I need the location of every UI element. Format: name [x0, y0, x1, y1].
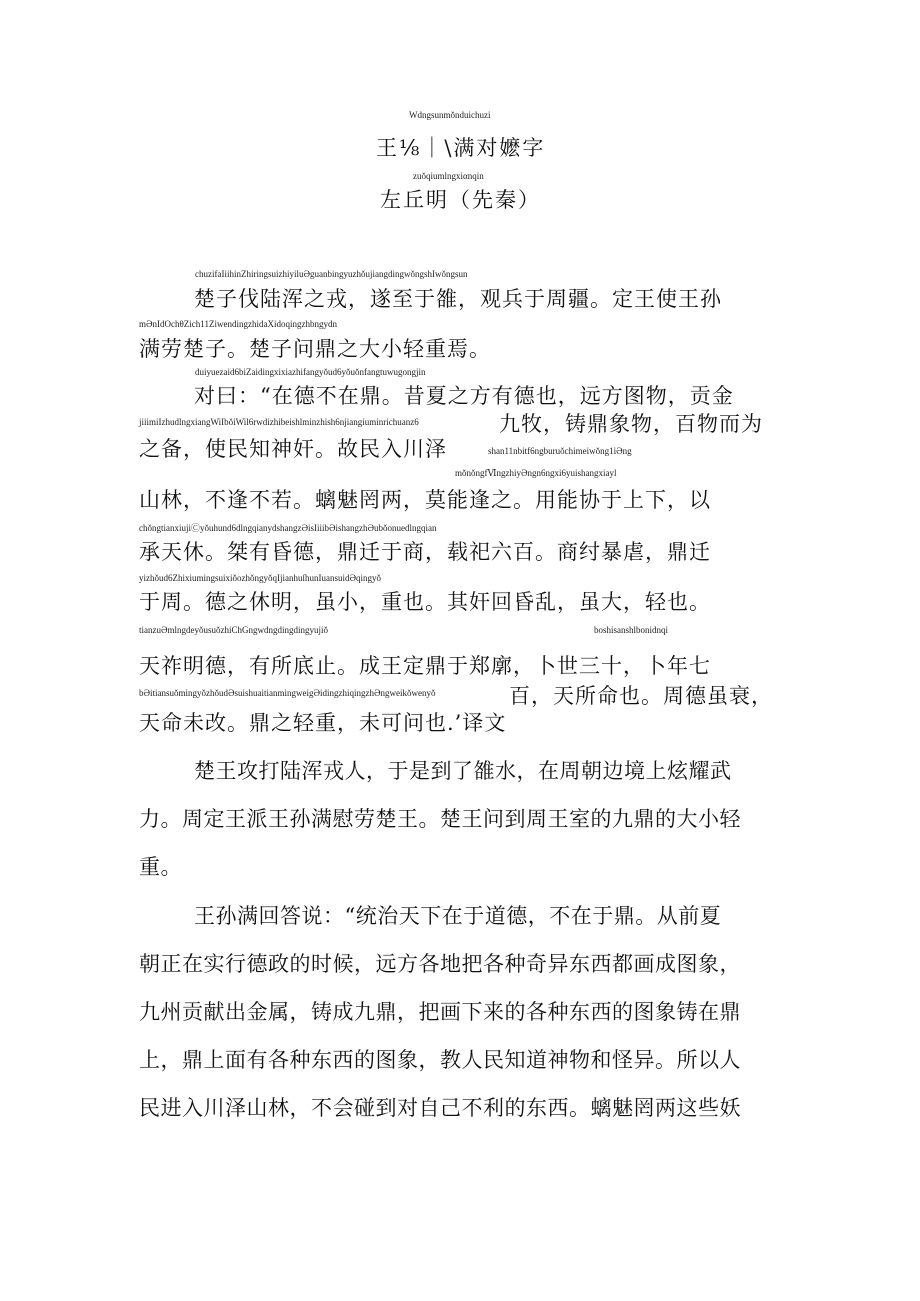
- text-line: 百，天所命也。周德虽衰，: [509, 684, 773, 708]
- translation-line: 上，鼎上面有各种东西的图象，教人民知道神物和怪异。所以人: [139, 1048, 741, 1072]
- translation-line: 九州贡献出金属，铸成九鼎，把画下来的各种东西的图象铸在鼎: [139, 1000, 741, 1024]
- pinyin-line: mƏnIdOchθZich11ZiwendingzhidaXidoqingzhbngydn: [139, 319, 337, 329]
- pinyin-line: tianzuƏmlngdeyǒusuǒzhiChGngwdngdingdingyujiǒ: [139, 625, 328, 635]
- text-line: 于周。德之休明，虽小，重也。其奸回昏乱，虽大，轻也。: [139, 590, 711, 614]
- pinyin-line: chuzifaIiihinZhiringsuizhiyiluƏguanbingyuzhǒujiangdingwǒngshIwǒngsun: [195, 269, 468, 279]
- title-pinyin: Wdngsunmǒnduichuzi: [409, 110, 491, 120]
- translation-line: 民进入川泽山林，不会碰到对自己不利的东西。螭魅罔两这些妖: [139, 1096, 741, 1120]
- pinyin-line: mǒnǒngfⅥngzhiyƏngn6ngxi6yuishangxiayl: [455, 468, 617, 478]
- text-line: 之备，使民知神奸。故民入川泽: [139, 437, 447, 461]
- author-name: 左丘明（先秦）: [380, 188, 541, 212]
- text-line: 九牧，铸鼎象物，百物而为: [499, 412, 763, 436]
- translation-line: 力。周定王派王孙满慰劳楚王。楚王问到周王室的九鼎的大小轻: [139, 807, 741, 831]
- pinyin-line: yizhǒud6ZhixiumingsuixiǒozhǒngyǒqIjianhuſhunIuansuidƏqingyǒ: [139, 573, 381, 583]
- author-pinyin: zuǒqiumlngxiαnqin: [413, 171, 484, 181]
- translation-line: 王孙满回答说：“统治天下在于道德，不在于鼎。从前夏: [194, 904, 722, 928]
- pinyin-inline: shan11nbitf6ngburuǒchimeiwǒng1iƏng: [488, 446, 632, 456]
- translation-line: 朝正在实行德政的时候，远方各地把各种奇异东西都画成图象，: [139, 952, 741, 976]
- pinyin-inline: jiiimiIzhudlngxiangWiIbǒiWil6rwdizhibeishlminzhish6njiangiuminrichuanz6: [139, 417, 419, 427]
- text-line: 山林，不逢不若。螭魅罔两，莫能逢之。用能协于上下，以: [139, 488, 711, 512]
- pinyin-line: chǒngtianxiujiⒸyǒuhund6dlngqianydshangzƏisIiiibƏishangzhƏubǒonuedlngqian: [139, 523, 437, 533]
- translation-line: 重。: [139, 855, 182, 879]
- text-line: 承天休。桀有昏德，鼎迁于商，载祀六百。商纣暴虐，鼎迁: [139, 540, 711, 564]
- pinyin-inline: bƏitiansuǒmingyǒzhǒudƏsuishuaitianmingweigƏidingzhiqingzhƏngweikǒwenyǒ: [139, 688, 436, 698]
- pinyin-line: duiyuezaid6biZaidingxixiazhifangyǒud6yǒuǒnfangtuwugongjin: [195, 367, 426, 377]
- pinyin-line: boshisanshlbonidnqi: [594, 625, 669, 635]
- text-line: 对曰：“在德不在鼎。昔夏之方有德也，远方图物，贡金: [194, 384, 734, 408]
- translation-line: 楚王攻打陆浑戎人，于是到了雒水，在周朝边境上炫耀武: [194, 759, 732, 783]
- text-line: 天祚明德，有所底止。成王定鼎于郑廓，卜世三十，卜年七: [139, 654, 711, 678]
- text-line: 满劳楚子。楚子问鼎之大小轻重焉。: [139, 337, 491, 361]
- page-title: 王⅛｜\满对嬷字: [376, 136, 546, 160]
- text-line: 天命未改。鼎之轻重，未可问也.’译文: [139, 711, 507, 735]
- text-line: 楚子伐陆浑之戎，遂至于雒，观兵于周疆。定王使王孙: [194, 287, 722, 311]
